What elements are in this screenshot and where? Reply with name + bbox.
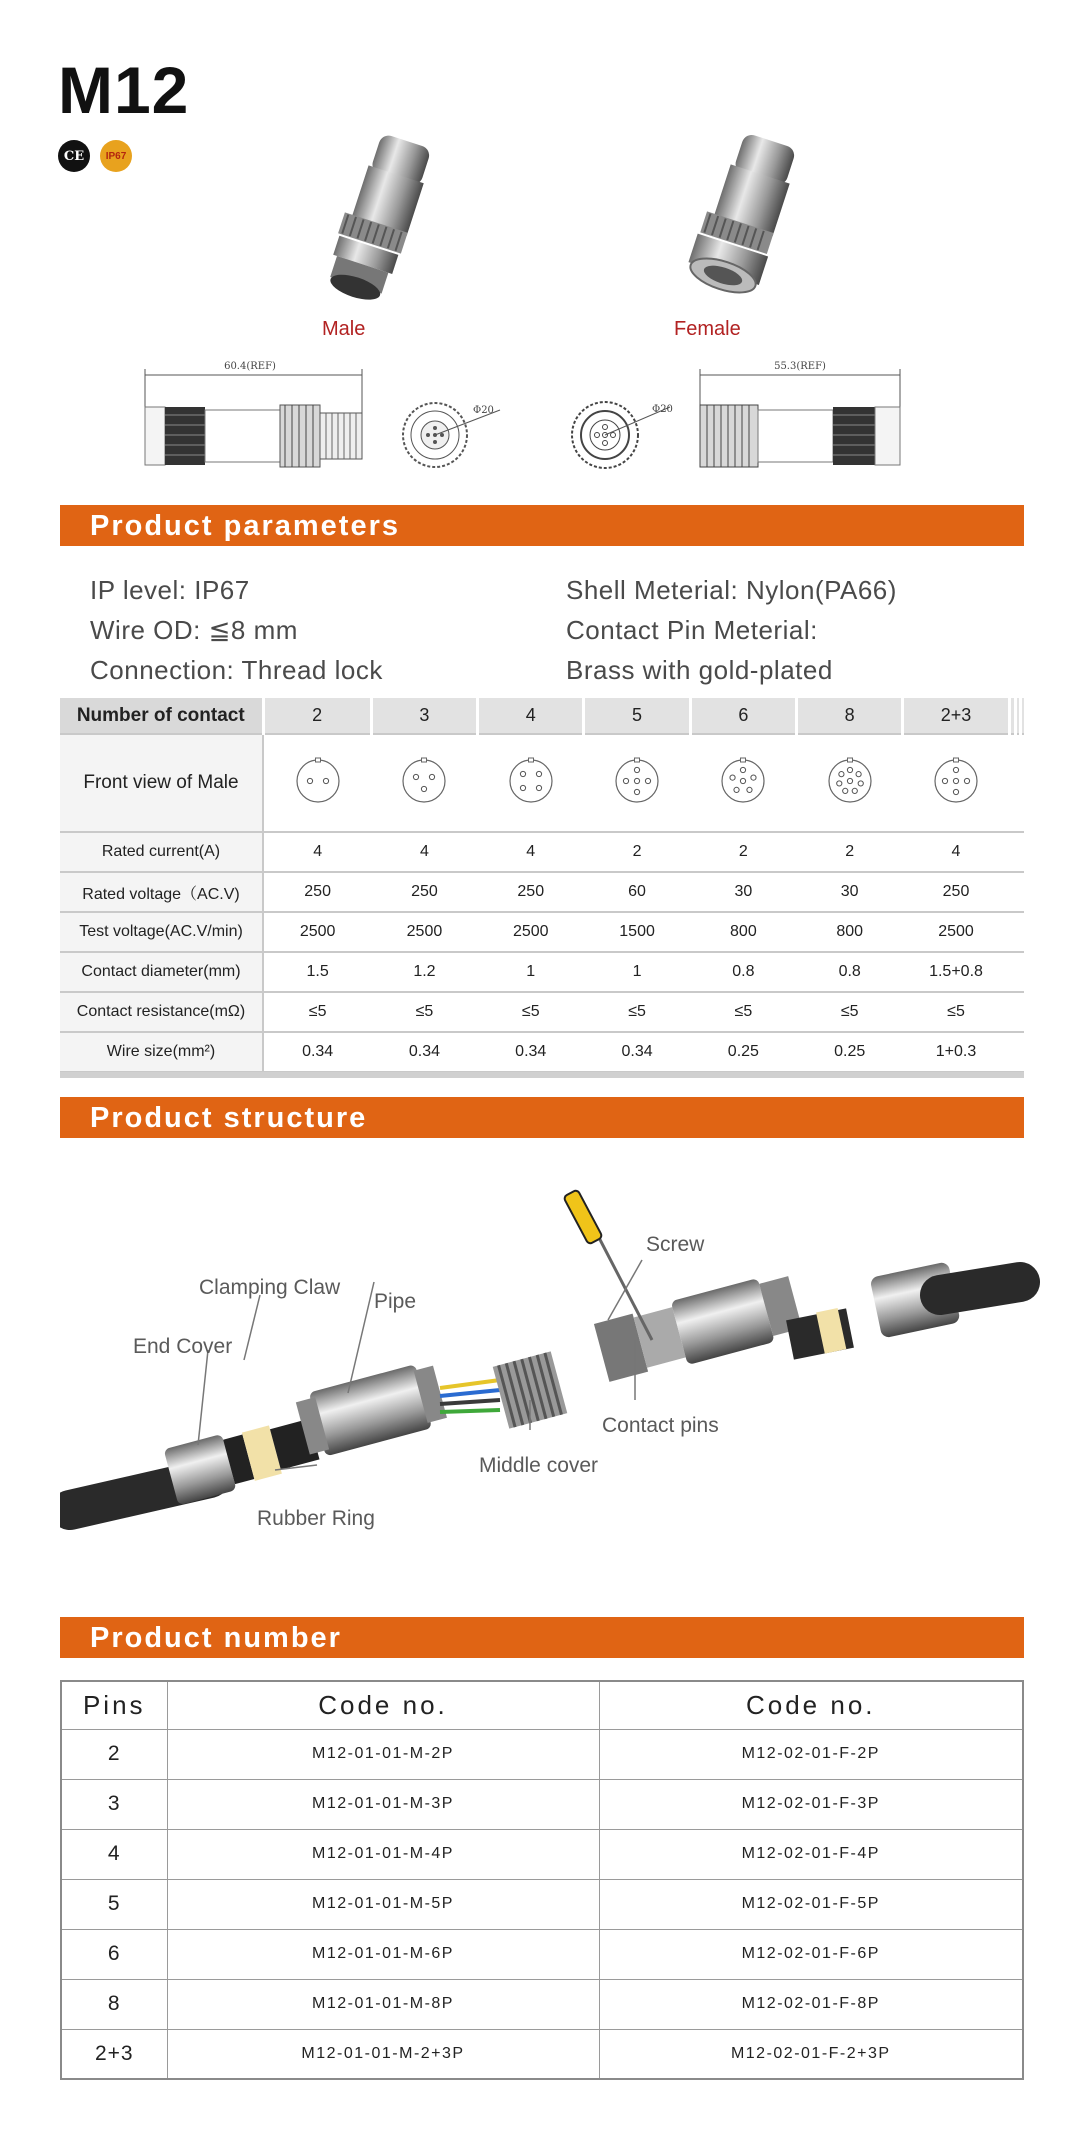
param-shell-material: Shell Meterial: Nylon(PA66) bbox=[566, 575, 897, 605]
spec-empty-cell bbox=[1021, 952, 1024, 992]
female-code-cell: M12-02-01-F-5P bbox=[599, 1879, 1023, 1929]
contact-count-empty bbox=[1021, 698, 1024, 734]
spec-cell: 1500 bbox=[584, 912, 690, 952]
spec-empty-cell bbox=[1021, 1032, 1024, 1072]
male-side-drawing bbox=[140, 355, 380, 485]
male-connector-image bbox=[300, 130, 450, 310]
spec-cell: ≤5 bbox=[903, 992, 1009, 1032]
param-ip-level: IP level: IP67 bbox=[90, 575, 250, 605]
spec-cell: 60 bbox=[584, 872, 690, 912]
spec-cell: 0.8 bbox=[797, 952, 903, 992]
spec-row bbox=[60, 952, 1024, 992]
spec-row-label: Rated current(A) bbox=[60, 832, 263, 872]
male-front-drawing bbox=[395, 395, 515, 475]
pin-layout-icon bbox=[690, 734, 796, 832]
product-number-table bbox=[60, 1680, 1024, 2080]
spec-cell: 250 bbox=[903, 872, 1009, 912]
female-front-drawing bbox=[560, 395, 690, 475]
spec-cell: 1 bbox=[584, 952, 690, 992]
spec-row-label: Rated voltage（AC.V) bbox=[60, 872, 263, 912]
spec-header-label: Number of contact bbox=[60, 698, 263, 734]
label-clamping-claw: Clamping Claw bbox=[199, 1276, 341, 1299]
spec-cell: 4 bbox=[371, 832, 477, 872]
pins-cell: 4 bbox=[61, 1829, 167, 1879]
spec-empty-cell bbox=[1021, 912, 1024, 952]
ip67-mark-icon: IP67 bbox=[100, 140, 132, 172]
spec-cell: 0.8 bbox=[690, 952, 796, 992]
pins-cell: 6 bbox=[61, 1929, 167, 1979]
ce-mark-icon: CE bbox=[58, 140, 90, 172]
spec-cell: 2 bbox=[584, 832, 690, 872]
female-code-cell: M12-02-01-F-2P bbox=[599, 1729, 1023, 1779]
female-code-cell: M12-02-01-F-6P bbox=[599, 1929, 1023, 1979]
spec-cell: 1.5+0.8 bbox=[903, 952, 1009, 992]
pin-layout-icon bbox=[797, 734, 903, 832]
pin-layout-icon bbox=[478, 734, 584, 832]
contact-count: 3 bbox=[371, 698, 477, 734]
spec-row-label: Test voltage(AC.V/min) bbox=[60, 912, 263, 952]
spec-cell: ≤5 bbox=[371, 992, 477, 1032]
section-header-structure: Product structure bbox=[60, 1097, 1024, 1138]
pins-cell: 8 bbox=[61, 1979, 167, 2029]
spec-cell: ≤5 bbox=[797, 992, 903, 1032]
female-code-cell: M12-02-01-F-2+3P bbox=[599, 2029, 1023, 2079]
spec-cell: 0.34 bbox=[263, 1032, 371, 1072]
header-male-code: Code no. bbox=[167, 1681, 599, 1729]
female-code-cell: M12-02-01-F-4P bbox=[599, 1829, 1023, 1879]
spec-rows bbox=[60, 832, 1024, 1072]
product-number-rows bbox=[61, 1729, 1023, 2079]
spec-empty-cell bbox=[1021, 734, 1024, 832]
contact-count: 2 bbox=[263, 698, 371, 734]
male-code-cell: M12-01-01-M-4P bbox=[167, 1829, 599, 1879]
spec-cell: 1 bbox=[478, 952, 584, 992]
male-code-cell: M12-01-01-M-6P bbox=[167, 1929, 599, 1979]
exploded-assembly-diagram bbox=[60, 1180, 1040, 1540]
spec-cell: 30 bbox=[690, 872, 796, 912]
spec-cell: 2500 bbox=[371, 912, 477, 952]
spec-cell: 1.5 bbox=[263, 952, 371, 992]
spec-cell: 250 bbox=[371, 872, 477, 912]
spec-cell: 4 bbox=[903, 832, 1009, 872]
front-view-row bbox=[60, 734, 1024, 832]
pin-layout-icon bbox=[903, 734, 1009, 832]
male-caption: Male bbox=[322, 318, 366, 340]
param-connection: Connection: Thread lock bbox=[90, 655, 383, 685]
spec-cell: 250 bbox=[263, 872, 371, 912]
spec-row-label: Contact resistance(mΩ) bbox=[60, 992, 263, 1032]
spec-row-label: Wire size(mm²) bbox=[60, 1032, 263, 1072]
spec-cell: 2500 bbox=[263, 912, 371, 952]
table-row bbox=[61, 1779, 1023, 1829]
label-end-cover: End Cover bbox=[133, 1335, 233, 1358]
pin-layout-4-icon bbox=[504, 754, 558, 808]
header-pins: Pins bbox=[61, 1681, 167, 1729]
pin-layout-2plus3-icon bbox=[929, 754, 983, 808]
male-code-cell: M12-01-01-M-8P bbox=[167, 1979, 599, 2029]
param-contact-material: Contact Pin Meterial: bbox=[566, 615, 818, 645]
spec-cell: 800 bbox=[690, 912, 796, 952]
female-caption: Female bbox=[674, 318, 741, 340]
contact-count: 4 bbox=[478, 698, 584, 734]
spec-cell: 0.34 bbox=[478, 1032, 584, 1072]
female-code-cell: M12-02-01-F-8P bbox=[599, 1979, 1023, 2029]
pin-layout-icon bbox=[263, 734, 371, 832]
female-side-drawing bbox=[695, 355, 915, 485]
label-middle-cover: Middle cover bbox=[479, 1454, 599, 1477]
spec-cell: 0.34 bbox=[584, 1032, 690, 1072]
pins-cell: 5 bbox=[61, 1879, 167, 1929]
pin-layout-2-icon bbox=[291, 754, 345, 808]
parameters-right bbox=[566, 570, 897, 690]
spec-cell: 0.34 bbox=[371, 1032, 477, 1072]
product-number-header bbox=[61, 1681, 1023, 1729]
parameters-left bbox=[90, 570, 383, 690]
section-header-number: Product number bbox=[60, 1617, 1024, 1658]
table-row bbox=[61, 1829, 1023, 1879]
spec-cell: 2500 bbox=[478, 912, 584, 952]
table-row bbox=[61, 2029, 1023, 2079]
spec-row bbox=[60, 872, 1024, 912]
spec-empty-cell bbox=[1021, 992, 1024, 1032]
female-length-dim: 55.3(REF) bbox=[774, 361, 826, 372]
table-row bbox=[61, 1979, 1023, 2029]
pin-layout-6-icon bbox=[716, 754, 770, 808]
spec-cell: 1.2 bbox=[371, 952, 477, 992]
page-title: M12 bbox=[58, 53, 190, 127]
male-code-cell: M12-01-01-M-5P bbox=[167, 1879, 599, 1929]
pin-layout-8-icon bbox=[823, 754, 877, 808]
male-length-dim: 60.4(REF) bbox=[224, 361, 276, 372]
spec-cell: 0.25 bbox=[797, 1032, 903, 1072]
female-diameter-dim: Φ20 bbox=[652, 404, 673, 415]
spec-cell: 2500 bbox=[903, 912, 1009, 952]
certification-badges bbox=[58, 140, 132, 172]
param-contact-material-value: Brass with gold-plated bbox=[566, 655, 833, 685]
spec-cell: 2 bbox=[690, 832, 796, 872]
pins-cell: 2+3 bbox=[61, 2029, 167, 2079]
contact-count: 2+3 bbox=[903, 698, 1009, 734]
spec-cell: 30 bbox=[797, 872, 903, 912]
spec-table-bottom-rule bbox=[60, 1072, 1024, 1078]
male-code-cell: M12-01-01-M-2+3P bbox=[167, 2029, 599, 2079]
front-view-label: Front view of Male bbox=[60, 734, 263, 832]
spec-header-row bbox=[60, 698, 1024, 734]
spec-row bbox=[60, 832, 1024, 872]
spec-table bbox=[60, 698, 1024, 1073]
spec-row-label: Contact diameter(mm) bbox=[60, 952, 263, 992]
spec-cell: 4 bbox=[478, 832, 584, 872]
spec-empty-cell bbox=[1021, 832, 1024, 872]
spec-empty-cell bbox=[1021, 872, 1024, 912]
table-row bbox=[61, 1929, 1023, 1979]
header-female-code: Code no. bbox=[599, 1681, 1023, 1729]
spec-cell: 1+0.3 bbox=[903, 1032, 1009, 1072]
spec-cell: 0.25 bbox=[690, 1032, 796, 1072]
label-rubber-ring: Rubber Ring bbox=[257, 1507, 375, 1530]
pin-layout-3-icon bbox=[397, 754, 451, 808]
spec-cell: 250 bbox=[478, 872, 584, 912]
contact-count: 8 bbox=[797, 698, 903, 734]
spec-cell: 4 bbox=[263, 832, 371, 872]
spec-row bbox=[60, 992, 1024, 1032]
spec-cell: 800 bbox=[797, 912, 903, 952]
label-contact-pins: Contact pins bbox=[602, 1414, 719, 1437]
contact-count: 6 bbox=[690, 698, 796, 734]
table-row bbox=[61, 1879, 1023, 1929]
section-header-parameters: Product parameters bbox=[60, 505, 1024, 546]
spec-cell: 2 bbox=[797, 832, 903, 872]
table-row bbox=[61, 1729, 1023, 1779]
female-connector-image bbox=[660, 130, 820, 310]
pin-layout-icon bbox=[371, 734, 477, 832]
spec-cell: ≤5 bbox=[584, 992, 690, 1032]
contact-count: 5 bbox=[584, 698, 690, 734]
spec-cell: ≤5 bbox=[478, 992, 584, 1032]
pin-layout-5-icon bbox=[610, 754, 664, 808]
male-code-cell: M12-01-01-M-3P bbox=[167, 1779, 599, 1829]
male-code-cell: M12-01-01-M-2P bbox=[167, 1729, 599, 1779]
pin-layout-icon bbox=[584, 734, 690, 832]
param-wire-od: Wire OD: ≦8 mm bbox=[90, 615, 298, 645]
male-diameter-dim: Φ20 bbox=[473, 405, 494, 416]
female-code-cell: M12-02-01-F-3P bbox=[599, 1779, 1023, 1829]
spec-row bbox=[60, 1032, 1024, 1072]
pins-cell: 2 bbox=[61, 1729, 167, 1779]
pins-cell: 3 bbox=[61, 1779, 167, 1829]
label-screw: Screw bbox=[646, 1233, 705, 1256]
label-pipe: Pipe bbox=[374, 1290, 417, 1313]
spec-row bbox=[60, 912, 1024, 952]
spec-cell: ≤5 bbox=[263, 992, 371, 1032]
spec-cell: ≤5 bbox=[690, 992, 796, 1032]
